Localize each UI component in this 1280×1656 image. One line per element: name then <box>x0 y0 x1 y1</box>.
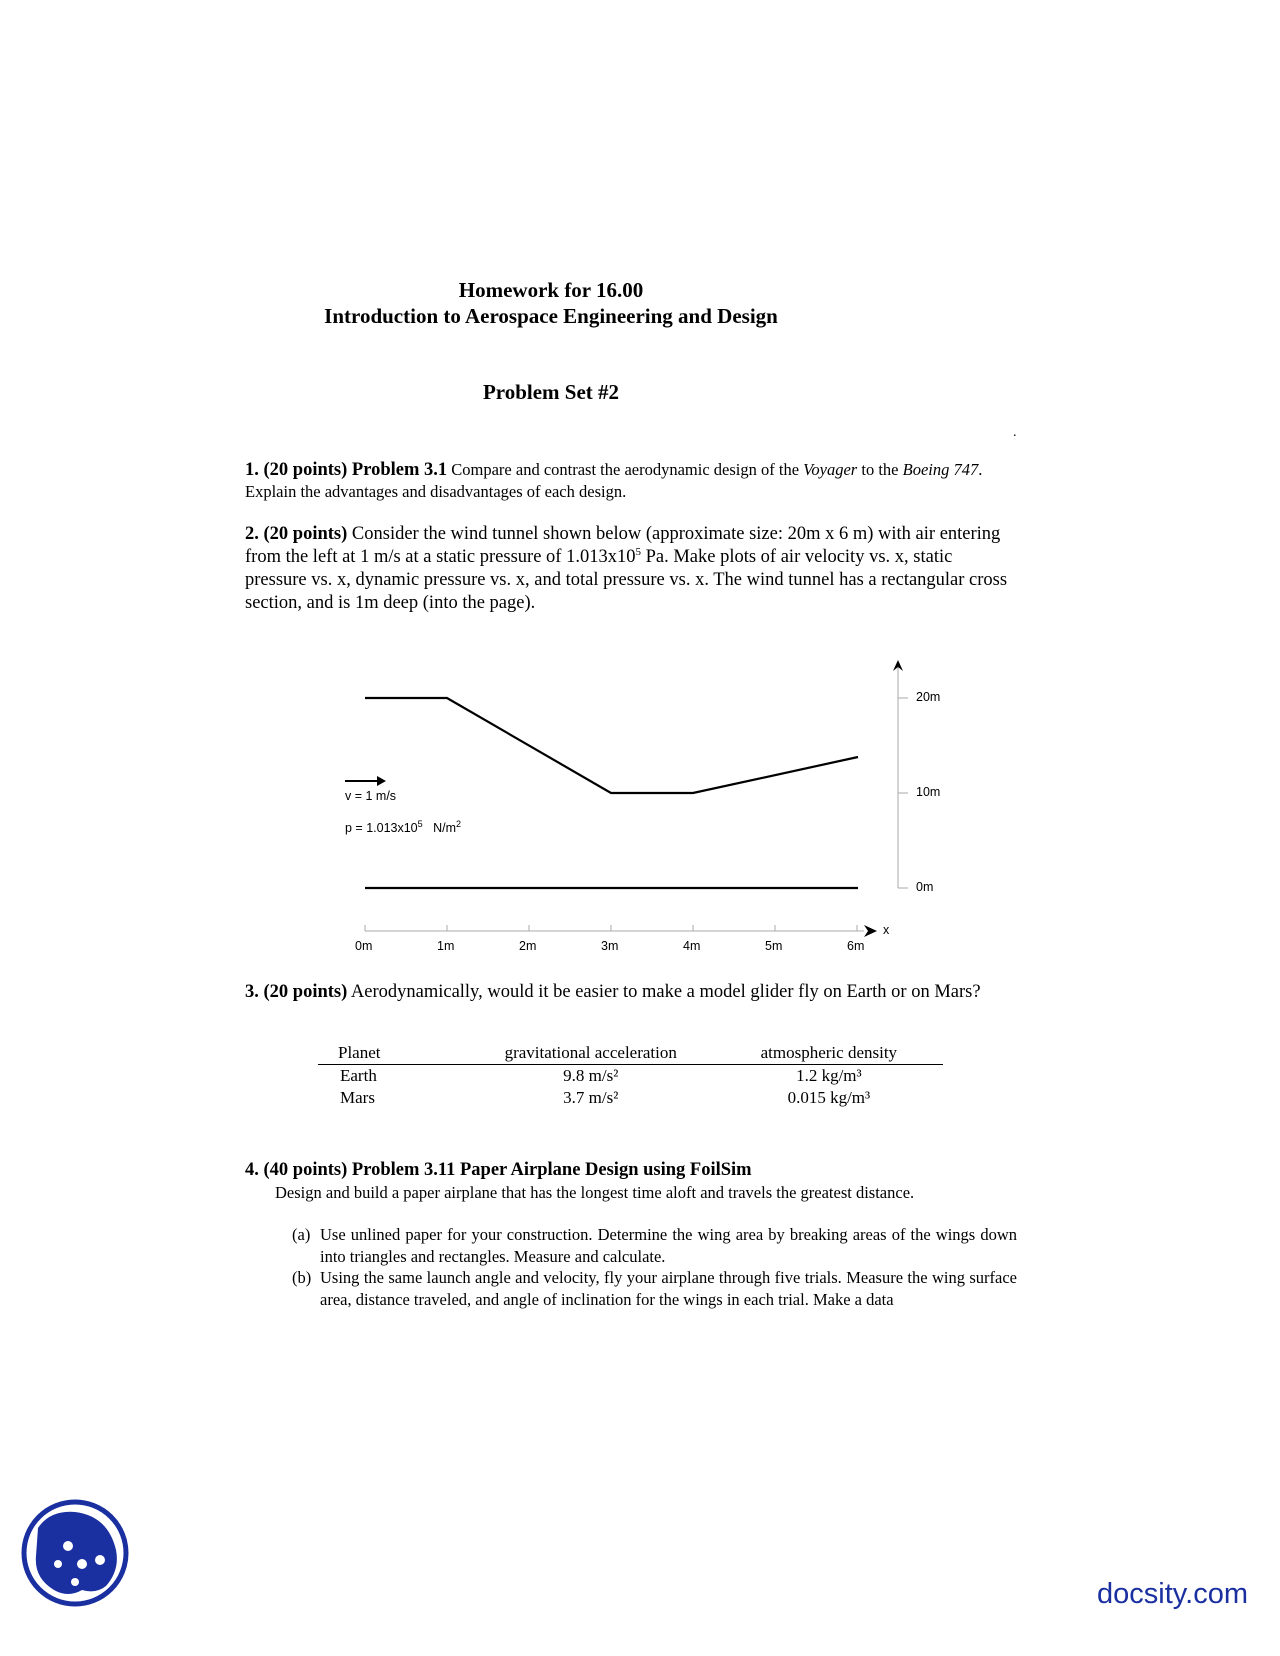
q1-boeing: Boeing 747 <box>902 460 979 479</box>
q1-text: Compare and contrast the aerodynamic design of the <box>447 460 804 479</box>
table-cell: Mars <box>340 1088 375 1107</box>
q4-heading <box>245 1159 1017 1182</box>
table-header-row <box>318 1042 943 1065</box>
docsity-logo-icon[interactable] <box>20 1498 130 1608</box>
q4-intro: Design and build a paper airplane that has the longest time aloft and travels the greatest distance. <box>275 1183 915 1202</box>
list-item <box>292 1267 1017 1310</box>
q2-text: Consider the wind tunnel shown below (approximate size: 20m x 6 m) with air entering from the left at 1 m/s at a static pressure of 1.013x10 <box>245 524 1001 567</box>
q4-list <box>292 1224 1017 1310</box>
x-axis-label: x <box>883 923 890 937</box>
table-row <box>318 1065 943 1088</box>
table-row <box>318 1087 943 1109</box>
list-item-label: (b) <box>292 1268 312 1287</box>
title-line2: Introduction to Aerospace Engineering and Design <box>324 304 778 328</box>
table-cell: 0.015 kg/m³ <box>787 1088 871 1107</box>
x-axis-arrowhead <box>864 925 877 937</box>
x-tick-label: 2m <box>519 939 537 953</box>
problem-set-title: Problem Set #2 <box>482 380 620 404</box>
question-1 <box>245 459 1017 503</box>
stray-dot: . <box>1013 425 1017 440</box>
table-cell: 3.7 m/s² <box>563 1088 619 1107</box>
list-item <box>292 1224 1017 1267</box>
list-item-label: (a) <box>292 1225 311 1244</box>
q1-number: 1. (20 points) Problem 3.1 <box>245 460 448 480</box>
title-line1: Homework for 16.00 <box>458 278 644 302</box>
x-tick-label: 6m <box>847 939 865 953</box>
tunnel-top-wall <box>365 698 858 793</box>
q1-voyager: Voyager <box>803 460 858 479</box>
x-tick-label: 4m <box>683 939 701 953</box>
table-header: Planet <box>338 1043 381 1062</box>
q1-text3: . Explain the advantages and disadvantages of each design. <box>245 460 983 501</box>
planet-table <box>318 1042 943 1109</box>
velocity-arrowhead <box>377 776 386 786</box>
x-tick-label: 1m <box>437 939 455 953</box>
q2-exponent: 5 <box>635 545 641 558</box>
q4-number: 4. (40 points) Problem 3.11 Paper Airplane Design using FoilSim <box>245 1160 752 1180</box>
table-cell: 1.2 kg/m³ <box>796 1066 862 1085</box>
table-header: atmospheric density <box>760 1043 898 1062</box>
q1-text2: to the <box>857 460 903 479</box>
y-tick-label: 0m <box>916 880 934 894</box>
pressure-label: $p = 1.013x10^5$ $N/m^2$ <box>345 818 462 835</box>
q2-text2: Pa. Make plots of air velocity vs. x, static pressure vs. x, dynamic pressure vs. x, and total pressure vs. x. The wind tunnel has a rectangular cross section, and is 1m deep (into the page). <box>245 547 1008 613</box>
table-cell: 9.8 m/s² <box>563 1066 619 1085</box>
q3-text: Aerodynamically, would it be easier to make a model glider fly on Earth or on Mars? <box>347 982 981 1002</box>
y-tick-label: 10m <box>916 785 941 799</box>
question-2 <box>245 523 1017 615</box>
question-3 <box>245 981 1017 1004</box>
list-item-text: Use unlined paper for your construction. Determine the wing area by breaking areas of the wings down into triangles and rectangles. Measure and calculate. <box>320 1225 1017 1266</box>
q2-number: 2. (20 points) <box>245 524 348 544</box>
docsity-brand-link[interactable]: docsity.com <box>1097 1578 1248 1610</box>
velocity-label: v = 1 m/s <box>345 789 397 803</box>
x-tick-label: 0m <box>355 939 373 953</box>
y-tick-label: 20m <box>916 690 941 704</box>
table-cell: Earth <box>340 1066 377 1085</box>
wind-tunnel-diagram <box>0 655 1280 975</box>
table-header: gravitational acceleration <box>504 1043 677 1062</box>
list-item-text: Using the same launch angle and velocity, fly your airplane through five trials. Measure the wing surface area, distance traveled, and angle of inclination for the wings in each trial. Make a data <box>320 1268 1017 1309</box>
wind-tunnel-drawing <box>0 655 1280 975</box>
x-tick-label: 5m <box>765 939 783 953</box>
x-tick-label: 3m <box>601 939 619 953</box>
q3-number: 3. (20 points) <box>245 982 348 1002</box>
